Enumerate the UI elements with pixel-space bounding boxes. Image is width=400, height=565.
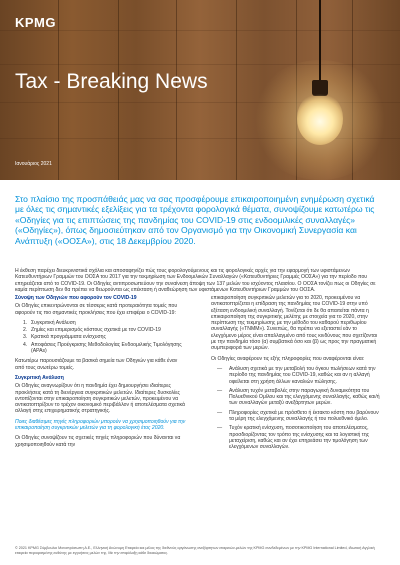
list-item: 1. Συγκριτική Ανάλυση	[23, 319, 76, 326]
list-item: — Πληροφορίες σχετικά με πρόσθετο ή έκτακτο κόστη που βαρύνουν τα μέρη της ελεγχόμενης συναλλαγής ή του πολυεθνικό όμιλο.	[217, 409, 379, 423]
left-column	[15, 295, 187, 452]
list-item: 3. Κρατικά προγράμματα ενίσχυσης	[23, 334, 106, 341]
list-item: 4. Αποφάσεις Προέγκρισης Μεθοδολογίας Ενδοομιλικής Τιμολόγησης (APAs)	[23, 341, 182, 355]
info-intro-paragraph: Οι Οδηγίες αναφέρουν τις εξής πληροφορίες που αναφέρονται είναι:	[211, 355, 365, 362]
overview-paragraph: Κατωτέρω παρουσιάζουμε τα βασικά σημεία των Οδηγιών για κάθε έναν από τους ανωτέρω τομείς.	[15, 358, 178, 371]
update-paragraph: επικαιροποίηση συγκριτικών μελετών για το 2020, προκειμένου να αντικατοπτρίζεται η επίδραση της πανδημίας του COVID-19 στην υπό εξέταση ενδοομιλική συναλλαγή. Τονίζεται ότι δε θα απαιτείται πάντα η επικαιροποίηση της συγκριτικής μελέτης με στοιχεία για το 2020, στην περίπτωση της τεκμηρίωσης με την μέθοδο του καθαρού περιθωρίου συναλλαγής («TNMM»). Συνεπώς, θα πρέπει να εξεταστεί εάν το ελεγχόμενο μέρος είναι απαλλαγμένο από τους κινδύνους που σχετίζονται με την πανδημία τόσο (α) συμβατικά όσο και (β) ως προς την πραγματική συμπεριφορά των μερών.	[211, 295, 378, 352]
lead-paragraph: Η έκθεση παρέχει διευκρινιστικά σχόλια και αποσαφηνίζει πώς τους φορολογούμενους και τις φορολογικές αρχές για την εφαρμογή των υφιστάμενων Κατευθυντήριων Γραμμών του ΟΟΣΑ του 2017 για την τεκμηρίωση των Ενδοομιλικών Συναλλαγών («Κατευθυντήριες Γραμμές ΟΟΣΑ») για την περίοδο που επηρεάζεται από το COVID-19. Οι Οδηγίες αντιπροσωπεύουν την συναίνεση άποψη των 137 μελών του ισχύοντος πλαισίου. Ο ΟΟΣΑ τονίζει πως οι Οδηγίες σε καμία περίπτωση δεν θα πρέπει να θεωρούνται ως επέκταση ή αναθεώρηση των υφιστάμενων Κατευθυντήριων Γραμμών του ΟΟΣΑ.	[15, 268, 376, 293]
list-item: 2. Ζημίες και επιμερισμός κόστους σχετικά με τον COVID-19	[23, 327, 161, 334]
list-item: — Τυχόν κρατική ενίσχυση, ποσοτικοποίηση του αποτελέσματος, προσδιορίζοντας τον τρόπο της ενίσχυσης και τα λογιστική της μεταχείριση, καθώς και αν έχει επηρεάσει την τιμολόγηση των ελεγχόμενων συναλλαγών.	[217, 425, 370, 451]
comparability-paragraph: Οι Οδηγίες αναγνωρίζουν ότι η πανδημία έχει δημιουργήσει ιδιαίτερες προκλήσεις κατά τη διενέργεια συγκριτικών μελετών. Ιδιαίτερες δυσκολίες εντοπίζονται στην επικαιροποίηση συγκριτικών μελετών, προκειμένου να αντικατοπτρίζουν το τρέχον οικονομικό περιβάλλον ή αποτελέσματα σχετικά αλλαγή στης επιχειρηματικής στρατηγικής.	[15, 383, 185, 415]
list-item: — Ανάλυση σχετικά με την μεταβολή του όγκου πωλήσεων κατά την περίοδο της πανδημίας του COVID-19, καθώς και αν η αλλαγή οφείλεται στη χρήση άλλων καναλιών πώλησης.	[217, 365, 376, 385]
issue-date: Ιανουάριος 2021	[15, 161, 52, 167]
intro-paragraph: Στο πλαίσιο της προσπάθειάς μας να σας προσφέρουμε επικαιροποιημένη ενημέρωση σχετικά με όλες τις σημαντικές εξελίξεις για τα τρέχοντα φορολογικά θέματα, συνοψίζουμε κατωτέρω τις «Οδηγίες για τις επιπτώσεις της πανδημίας του COVID-19 στις ενδοομιλικές συναλλαγές» («Οδηγίες»), όπως δημοσιεύτηκαν από τον Οργανισμό για την Οικονομική Συνεργασία και Ανάπτυξη («ΟΟΣΑ»), στις 18 Δεκεμβρίου 2020.	[15, 194, 375, 246]
right-column	[211, 295, 383, 454]
priority-list	[15, 320, 187, 354]
bulb-wire	[319, 0, 321, 82]
page-title: Tax - Breaking News	[15, 70, 208, 93]
kpmg-logo: KPMG	[15, 15, 56, 30]
footer-copyright: © 2021 KPMG Σύμβουλοι Μονοπρόσωπη Α.Ε., Ελληνική Ανώνυμη Εταιρεία και μέλος της διεθνούς οργάνωσης ανεξάρτητων εταιρειών-μελών της KPMG συνδεδεμένων με την KPMG International Limited, ιδιωτική Αγγλική εταιρεία περιορισμένης ευθύνης με εγγυήσεις μελών της. Με την επιφύλαξη κάθε δικαιώματος.	[15, 546, 375, 555]
sources-paragraph: Οι Οδηγίες συνοψίζουν τις σχετικές πηγές πληροφοριών που δύνανται να χρησιμοποιηθούν κατά την	[15, 435, 181, 448]
hero-banner	[0, 0, 400, 180]
wood-grain	[0, 30, 400, 31]
section-heading-comparability: Συγκριτική Ανάλυση	[15, 374, 64, 381]
summary-paragraph: Οι Οδηγίες επικεντρώνονται σε τέσσερις κατά προτεραιότητα τομείς που αφορούν τις πιο σημαντικές προκλήσεις που έχει επιφέρει ο COVID-19:	[15, 303, 178, 316]
lightbulb-icon	[297, 93, 343, 145]
wood-plank-line	[236, 0, 237, 180]
list-item: — Ανάλυση τυχόν μεταβολές στην παραγωγική δυναμικότητα του Πολυεθνικού Ομίλου και της ελεγχόμενης συναλλαγής, καθώς και/ή των συναλλαγών μεταξύ ανεξάρτητων μερών.	[217, 387, 380, 407]
callout-question: Ποιες διαθέσιμες πηγές πληροφοριών μπορούν να χρησιμοποιηθούν για την επικαιροποίηση συγκριτικών μελετών για τη φορολογική έτος 2020.	[15, 418, 186, 432]
section-heading-summary: Σύνοψη των Οδηγιών που αφορούν τον COVID-19	[15, 295, 137, 301]
